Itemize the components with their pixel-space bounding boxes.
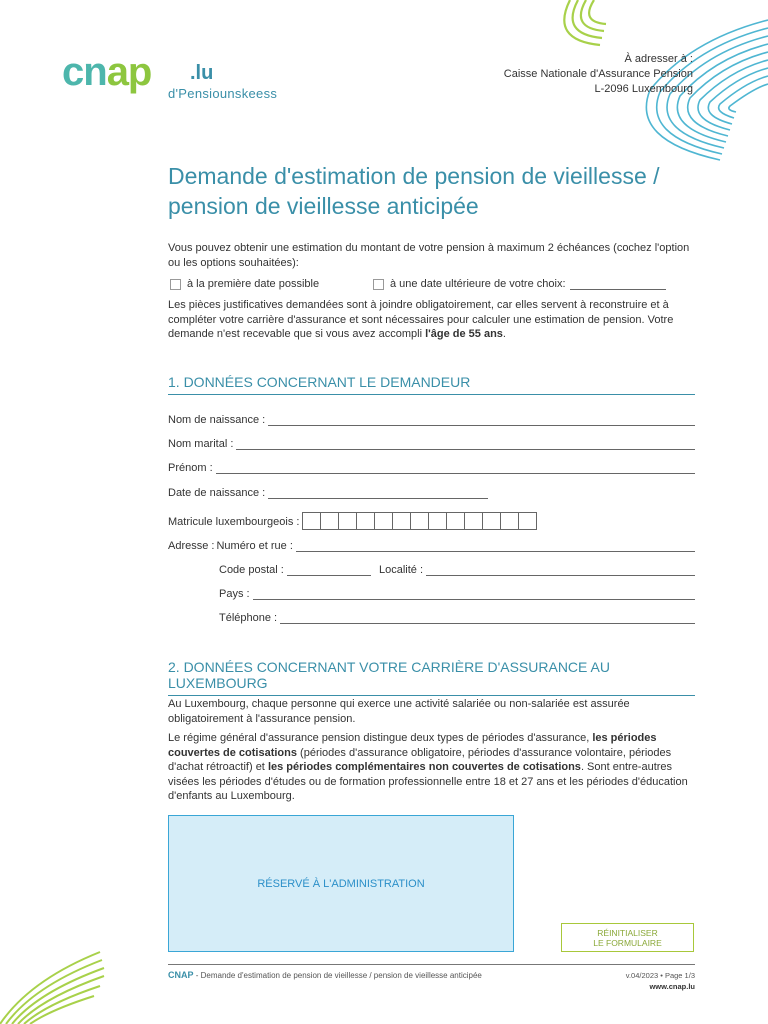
logo-wordmark <box>62 50 151 95</box>
field-code-postal[interactable] <box>219 564 371 576</box>
p2-part-e: . Sont entre-autres visées les périodes d'études ou de formation professionnelle entre 18 et 27 ans et les périodes d'éducation d'enfants au Luxembourg. <box>168 761 688 802</box>
intro-text: Vous pouvez obtenir une estimation du montant de votre pension à maximum 2 échéances (cochez l'option ou les options souhaitées): <box>168 242 690 269</box>
input-nom-marital[interactable] <box>236 439 695 450</box>
page-title: Demande d'estimation de pension de vieillesse / pension de vieillesse anticipée <box>168 163 660 219</box>
logo-suffix: .lu <box>190 62 214 84</box>
pieces-text-end: . <box>502 328 506 340</box>
option-first-date-label: à la première date possible <box>187 278 320 290</box>
later-date-input[interactable] <box>570 279 666 290</box>
label-adresse: Adresse : <box>168 540 215 552</box>
input-localite[interactable] <box>426 565 695 576</box>
label-nom-marital: Nom marital : <box>168 438 234 450</box>
footer-divider <box>168 964 695 965</box>
pieces-text <box>168 298 695 342</box>
reset-label-line2: LE FORMULAIRE <box>593 938 662 948</box>
field-telephone[interactable] <box>219 612 695 624</box>
field-matricule[interactable] <box>168 512 537 530</box>
reset-form-button[interactable] <box>561 923 694 952</box>
logo-part1: cn <box>62 50 107 94</box>
option-later-date-label: à une date ultérieure de votre choix: <box>390 278 566 290</box>
decorative-swirl-bottom <box>0 940 110 1024</box>
label-telephone: Téléphone : <box>219 612 278 624</box>
input-numero-rue[interactable] <box>296 541 695 552</box>
label-prenom: Prénom : <box>168 462 213 474</box>
input-prenom[interactable] <box>216 463 695 474</box>
label-matricule: Matricule luxembourgeois : <box>168 516 300 528</box>
checkbox-later-date[interactable] <box>373 279 384 290</box>
pieces-text-main: Les pièces justificatives demandées sont à joindre obligatoirement, car elles servent à reconstruire et à compléter votre carrière d'assurance et sont nécessaires pour calculer une estimation de pension. Votre demande n'est recevable que si vous avez accompli <box>168 299 674 340</box>
field-nom-naissance[interactable] <box>168 414 695 426</box>
footer-doc: - Demande d'estimation de pension de vieillesse / pension de vieillesse anticipée <box>193 971 482 980</box>
label-localite: Localité : <box>379 564 424 576</box>
cnap-logo <box>62 50 302 105</box>
footer-website[interactable]: www.cnap.lu <box>649 982 695 991</box>
field-pays[interactable] <box>219 588 695 600</box>
input-code-postal[interactable] <box>287 565 371 576</box>
label-nom-naissance: Nom de naissance : <box>168 414 266 426</box>
p2-part-c: (périodes d'assurance obligatoire, périodes d'assurance volontaire, périodes d'achat rétroactif) et <box>168 746 672 773</box>
footer-doc-title <box>168 970 482 980</box>
admin-reserved-box <box>168 815 514 952</box>
footer-meta <box>626 970 695 992</box>
logo-part2: ap <box>106 50 152 94</box>
field-date-naissance[interactable] <box>168 487 488 499</box>
checkbox-first-date[interactable] <box>170 279 181 290</box>
input-nom-naissance[interactable] <box>268 415 695 426</box>
p2-part-d: les périodes complémentaires non couvertes de cotisations <box>267 761 581 773</box>
input-pays[interactable] <box>253 589 695 600</box>
label-code-postal: Code postal : <box>219 564 284 576</box>
input-date-naissance[interactable] <box>268 488 488 499</box>
footer-version: v.04/2023 • Page 1/3 <box>625 971 695 980</box>
matricule-boxes[interactable] <box>303 512 537 530</box>
label-pays: Pays : <box>219 588 250 600</box>
section2-paragraph-1: Au Luxembourg, chaque personne qui exerce une activité salariée ou non-salariée est assurée obligatoirement à l'assurance pension. <box>168 698 630 725</box>
admin-reserved-label: RÉSERVÉ À L'ADMINISTRATION <box>257 877 425 890</box>
field-nom-marital[interactable] <box>168 438 695 450</box>
field-localite[interactable] <box>379 564 695 576</box>
footer-brand: CNAP <box>168 970 194 980</box>
pieces-text-bold: l'âge de 55 ans <box>425 328 503 340</box>
p2-part-a: Le régime général d'assurance pension distingue deux types de périodes d'assurance, <box>168 732 593 744</box>
label-date-naissance: Date de naissance : <box>168 487 266 499</box>
field-prenom[interactable] <box>168 462 695 474</box>
logo-subtitle: d'Pensiounskeess <box>168 86 278 101</box>
address-line-2: Caisse Nationale d'Assurance Pension <box>503 68 693 80</box>
recipient-address <box>504 52 693 97</box>
section2-heading: 2. DONNÉES CONCERNANT VOTRE CARRIÈRE D'ASSURANCE AU LUXEMBOURG <box>168 659 695 696</box>
input-telephone[interactable] <box>280 613 695 624</box>
option-first-date[interactable] <box>170 278 319 290</box>
option-later-date[interactable] <box>373 278 666 290</box>
label-numero-rue: Numéro et rue : <box>216 540 293 552</box>
address-line-1: À adresser à : <box>624 53 693 65</box>
section1-heading: 1. DONNÉES CONCERNANT LE DEMANDEUR <box>168 374 695 395</box>
address-line-3: L-2096 Luxembourg <box>594 83 693 95</box>
field-adresse[interactable] <box>168 540 695 552</box>
p2-part-b: les périodes couvertes de cotisations <box>168 732 657 759</box>
reset-label-line1: RÉINITIALISER <box>597 928 658 938</box>
section2-paragraph-2 <box>168 731 695 804</box>
